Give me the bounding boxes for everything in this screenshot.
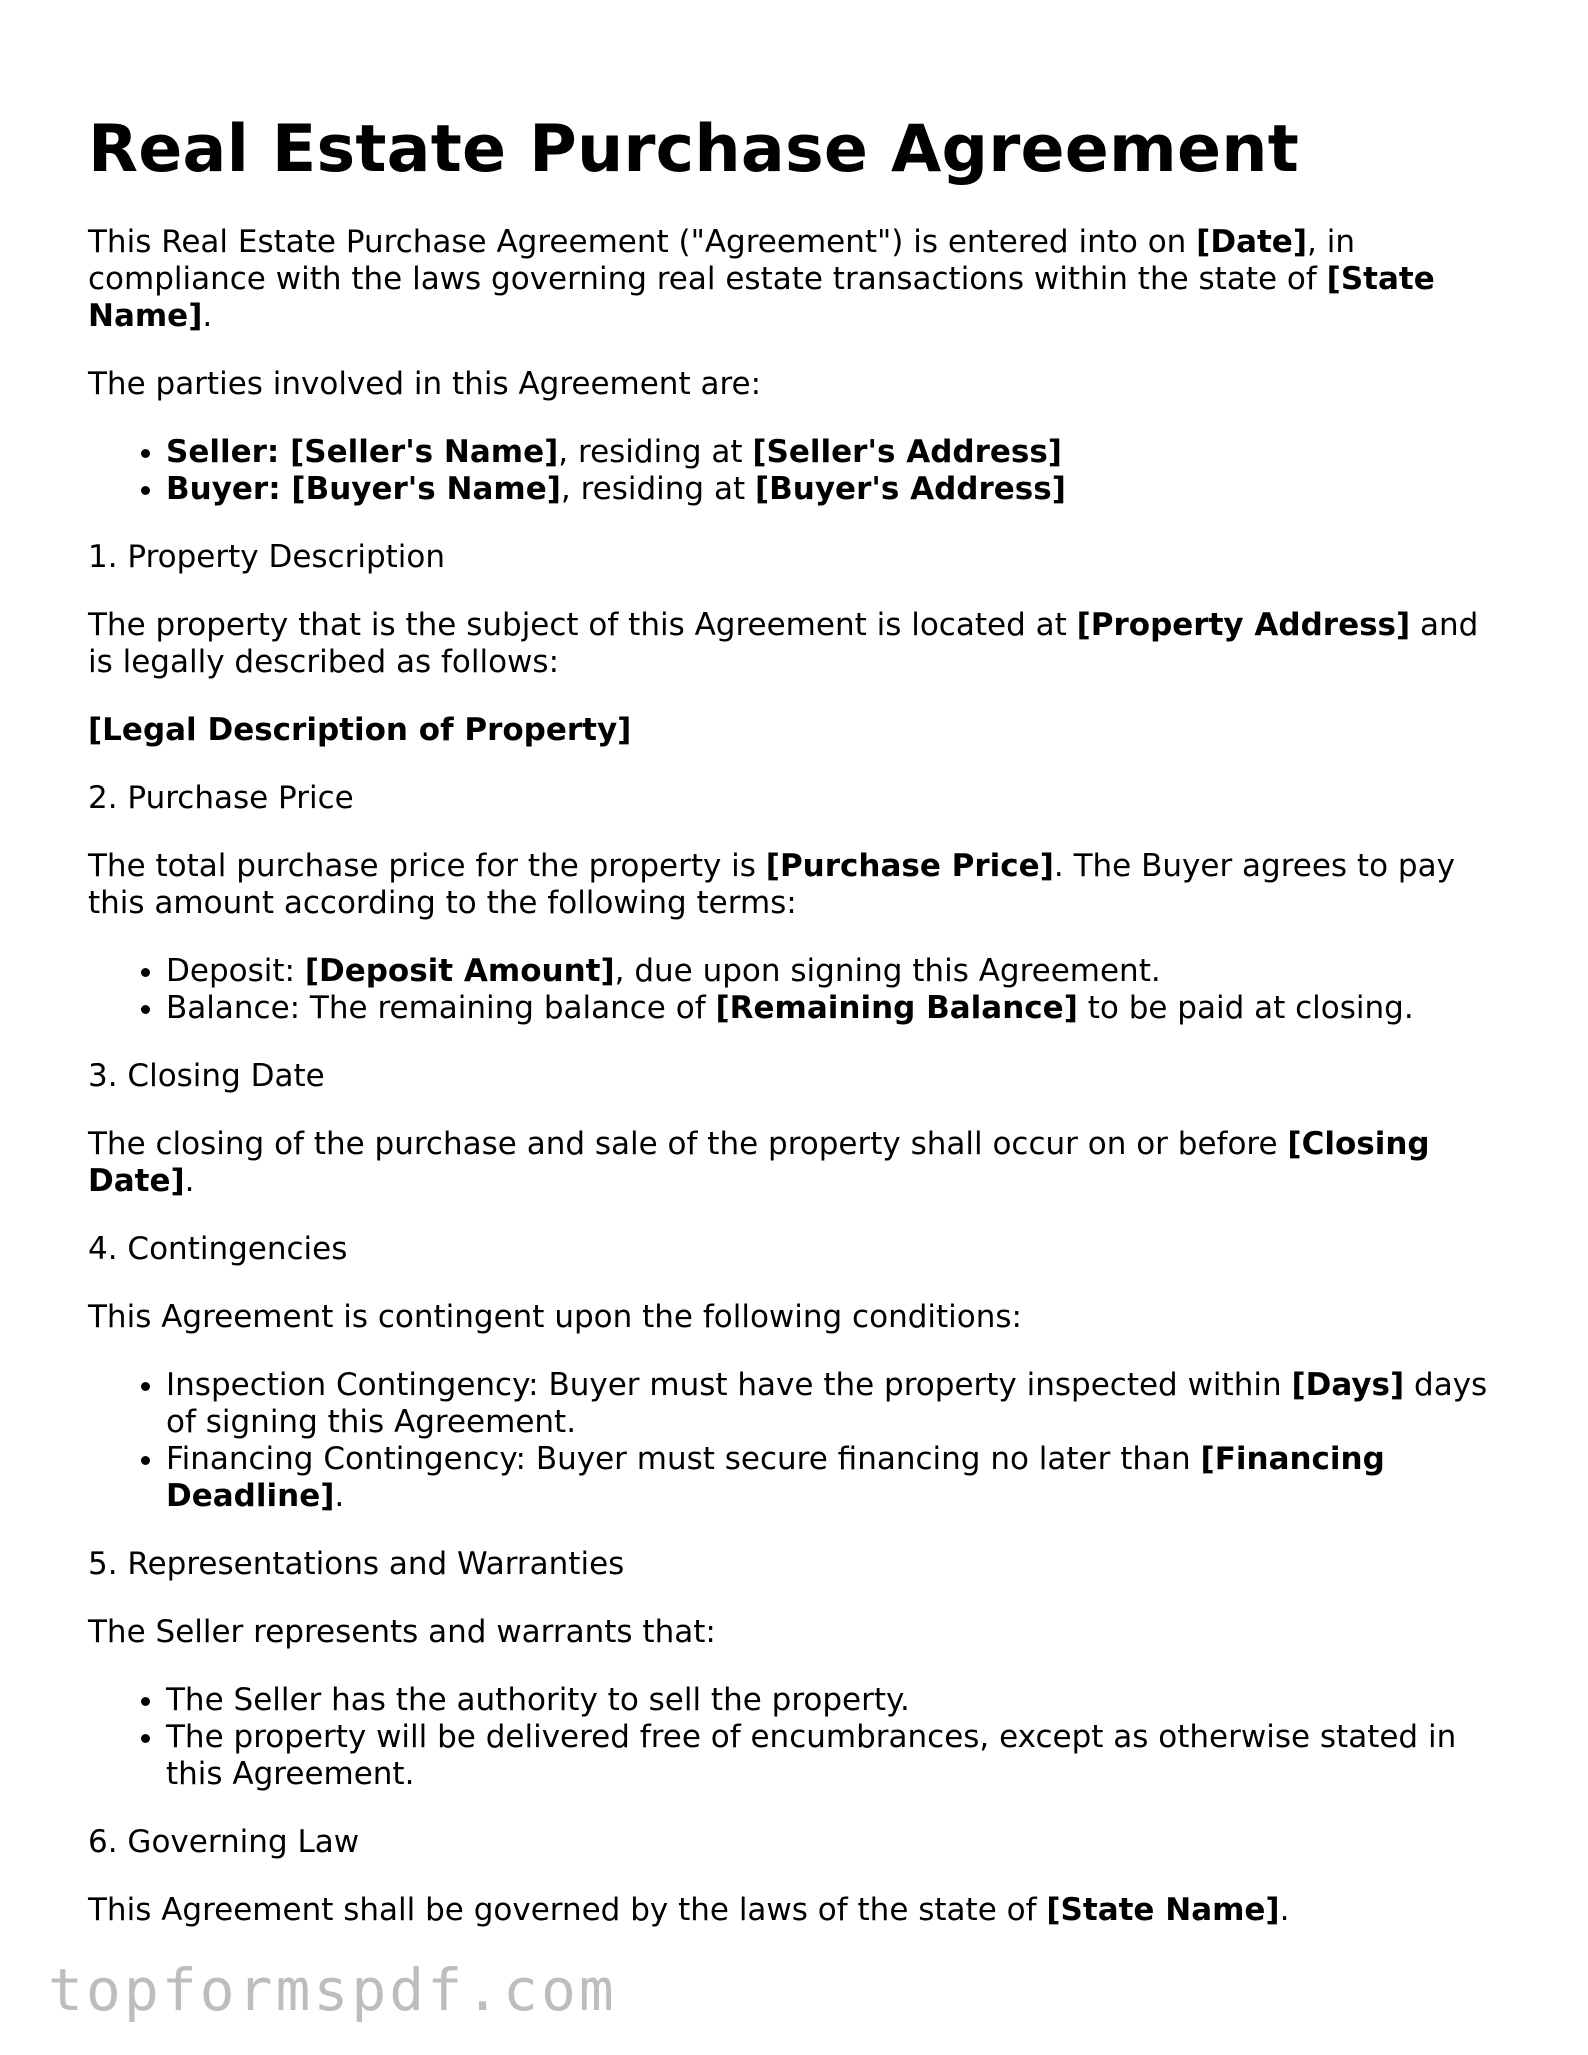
payment-terms-list [88,953,1508,1027]
section-paragraph: The Seller represents and warrants that: [88,1614,716,1650]
list-item: • The Seller has the authority to sell the property. [166,1682,1508,1719]
list-item: • Financing Contingency: Buyer must secure financing no later than [Financing Deadline]. [166,1441,1508,1515]
list-item: • Balance: The remaining balance of [Remaining Balance] to be paid at closing. [166,990,1508,1027]
date-placeholder: [Date] [1196,224,1308,260]
list-item: • Inspection Contingency: Buyer must have the property inspected within [Days] days of signing this Agreement. [166,1367,1508,1441]
document-page [88,0,1508,1960]
list-item: • Buyer: [Buyer's Name], residing at [Buyer's Address] [166,471,1508,508]
warranties-list [88,1682,1508,1793]
section-paragraph: The total purchase price for the property is [Purchase Price]. The Buyer agrees to pay this amount according to the following terms: [88,848,1455,921]
section-paragraph: This Agreement shall be governed by the laws of the state of [State Name]. [88,1892,1290,1928]
document-title: Real Estate Purchase Agreement [88,112,1299,187]
list-item: • The property will be delivered free of encumbrances, except as otherwise stated in this Agreement. [166,1719,1508,1793]
list-item: • Seller: [Seller's Name], residing at [Seller's Address] [166,434,1508,471]
section-heading: 2. Purchase Price [88,780,354,816]
section-heading: 3. Closing Date [88,1058,325,1094]
state-placeholder: [State Name] [88,261,1435,334]
section-heading: 4. Contingencies [88,1231,348,1267]
intro-paragraph: This Real Estate Purchase Agreement ("Agreement") is entered into on [Date], in compliance with the laws governing real estate transactions within the state of [State Name]. [88,224,1435,334]
section-paragraph: The closing of the purchase and sale of the property shall occur on or before [Closing Date]. [88,1126,1430,1199]
list-item: • Deposit: [Deposit Amount], due upon signing this Agreement. [166,953,1508,990]
section-heading: 6. Governing Law [88,1824,360,1860]
legal-description: [Legal Description of Property] [88,712,632,748]
section-paragraph: This Agreement is contingent upon the following conditions: [88,1299,1022,1335]
section-paragraph: The property that is the subject of this Agreement is located at [Property Address] and is legally described as follows: [88,607,1479,680]
section-heading: 5. Representations and Warranties [88,1546,625,1582]
section-heading: 1. Property Description [88,539,446,575]
parties-lead: The parties involved in this Agreement are: [88,366,762,402]
contingencies-list [88,1367,1508,1515]
watermark: topformspdf.com [48,1956,617,2024]
parties-list [88,434,1508,508]
